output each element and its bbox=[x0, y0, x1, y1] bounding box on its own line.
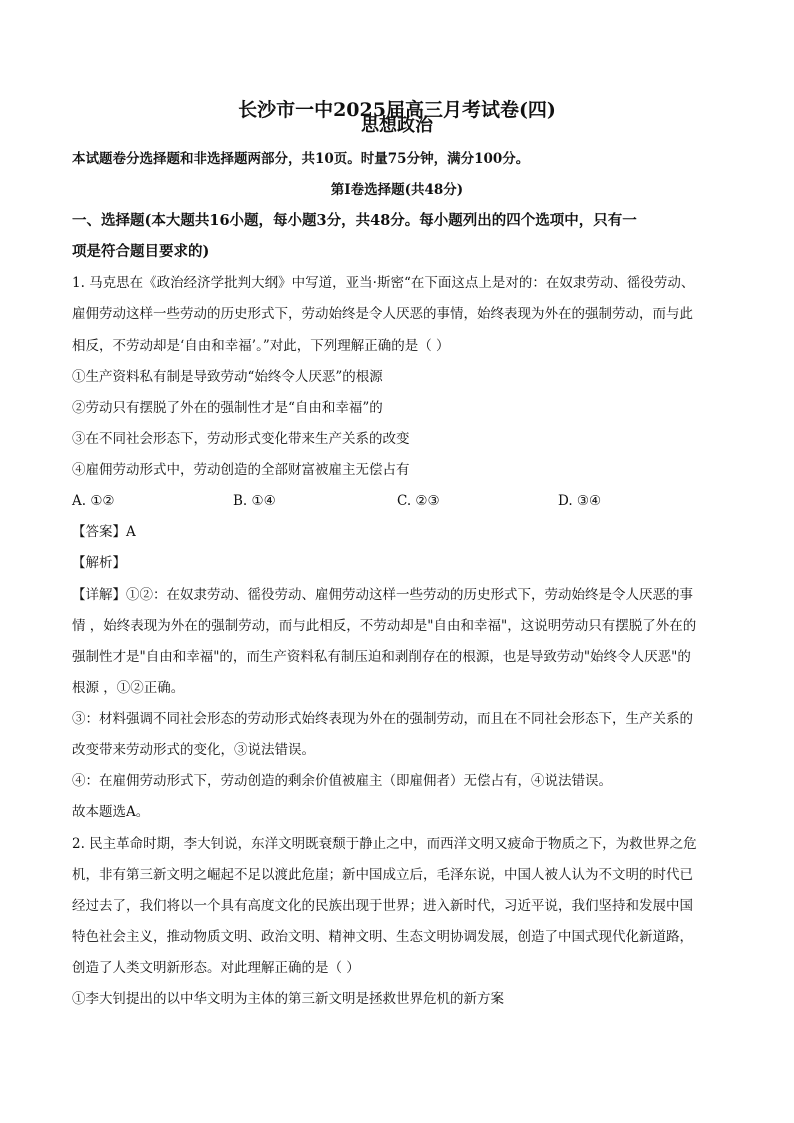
q1-detail-line8: 故本题选A。 bbox=[72, 804, 150, 820]
q1-item-4: ④雇佣劳动形式中，劳动创造的全部财富被雇主无偿占有 bbox=[72, 462, 410, 478]
q1-detail-line1: 【详解】①②：在奴隶劳动、徭役劳动、雇佣劳动这样一些劳动的历史形式下，劳动始终是令人厌恶的事 bbox=[72, 587, 693, 603]
q1-detail-line3: 强制性才是"自由和幸福"的，而生产资料私有制压迫和剥削存在的根源，也是导致劳动"始终令人厌恶"的 bbox=[72, 649, 691, 665]
exam-intro: 本试题卷分选择题和非选择题两部分，共10页。时量75分钟，满分100分。 bbox=[72, 151, 530, 167]
q1-option-c: C. ②③ bbox=[397, 493, 440, 509]
q1-detail-line5: ③：材料强调不同社会形态的劳动形式始终表现为外在的强制劳动，而且在不同社会形态下，生产关系的 bbox=[72, 711, 693, 727]
q2-stem-line4: 特色社会主义，推动物质文明、政治文明、精神文明、生态文明协调发展，创造了中国式现代化新道路， bbox=[72, 929, 693, 945]
exam-title: 长沙市一中2025届高三月考试卷(四) bbox=[238, 99, 556, 121]
q2-stem-line3: 经过去了，我们将以一个具有高度文化的民族出现于世界；进入新时代，习近平说，我们坚持和发展中国 bbox=[72, 898, 693, 914]
q1-item-2: ②劳动只有摆脱了外在的强制性才是“自由和幸福”的 bbox=[72, 400, 383, 416]
q2-stem-line5: 创造了人类文明新形态。对此理解正确的是（ ） bbox=[72, 960, 360, 976]
q2-item-1: ①李大钊提出的以中华文明为主体的第三新文明是拯救世界危机的新方案 bbox=[72, 991, 504, 1007]
q1-analysis-label: 【解析】 bbox=[72, 555, 126, 571]
q1-stem-line1: 1. 马克思在《政治经济学批判大纲》中写道，亚当·斯密“在下面这点上是对的：在奴隶劳动、徭役劳动、 bbox=[72, 275, 695, 291]
q1-detail-line2: 情 ，始终表现为外在的强制劳动，而与此相反，不劳动却是"自由和幸福"，这说明劳动只有摆脱了外在的 bbox=[72, 618, 697, 634]
q1-option-a: A. ①② bbox=[72, 493, 115, 509]
q1-stem-line3: 相反，不劳动却是‘自由和幸福’。”对此，下列理解正确的是（ ） bbox=[72, 338, 450, 354]
q1-answer: 【答案】A bbox=[72, 524, 136, 540]
part-heading-line1: 一、选择题(本大题共16小题，每小题3分，共48分。每小题列出的四个选项中，只有一 bbox=[72, 212, 637, 229]
q1-stem-line2: 雇佣劳动这样一些劳动的历史形式下，劳动始终是令人厌恶的事情，始终表现为外在的强制劳动，而与此 bbox=[72, 306, 693, 322]
q1-option-b: B. ①④ bbox=[233, 493, 276, 509]
section-heading: 第Ⅰ卷选择题(共48分) bbox=[330, 182, 464, 198]
q1-detail-line6: 改变带来劳动形式的变化，③说法错误。 bbox=[72, 742, 315, 758]
q1-detail-line4: 根源 ，①②正确。 bbox=[72, 680, 185, 696]
q1-item-3: ③在不同社会形态下，劳动形式变化带来生产关系的改变 bbox=[72, 431, 410, 447]
q1-option-d: D. ③④ bbox=[558, 493, 602, 509]
subject-title: 思想政治 bbox=[361, 115, 433, 136]
q2-stem-line1: 2. 民主革命时期，李大钊说，东洋文明既衰颓于静止之中，而西洋文明又疲命于物质之下，为救世界之危 bbox=[72, 836, 697, 852]
part-heading-line2: 项是符合题目要求的) bbox=[72, 243, 210, 260]
q2-stem-line2: 机，非有第三新文明之崛起不足以渡此危崖；新中国成立后，毛泽东说，中国人被人认为不文明的时代已 bbox=[72, 867, 693, 883]
q1-item-1: ①生产资料私有制是导致劳动“始终令人厌恶”的根源 bbox=[72, 369, 383, 385]
q1-detail-line7: ④：在雇佣劳动形式下，劳动创造的剩余价值被雇主（即雇佣者）无偿占有，④说法错误。 bbox=[72, 773, 612, 789]
